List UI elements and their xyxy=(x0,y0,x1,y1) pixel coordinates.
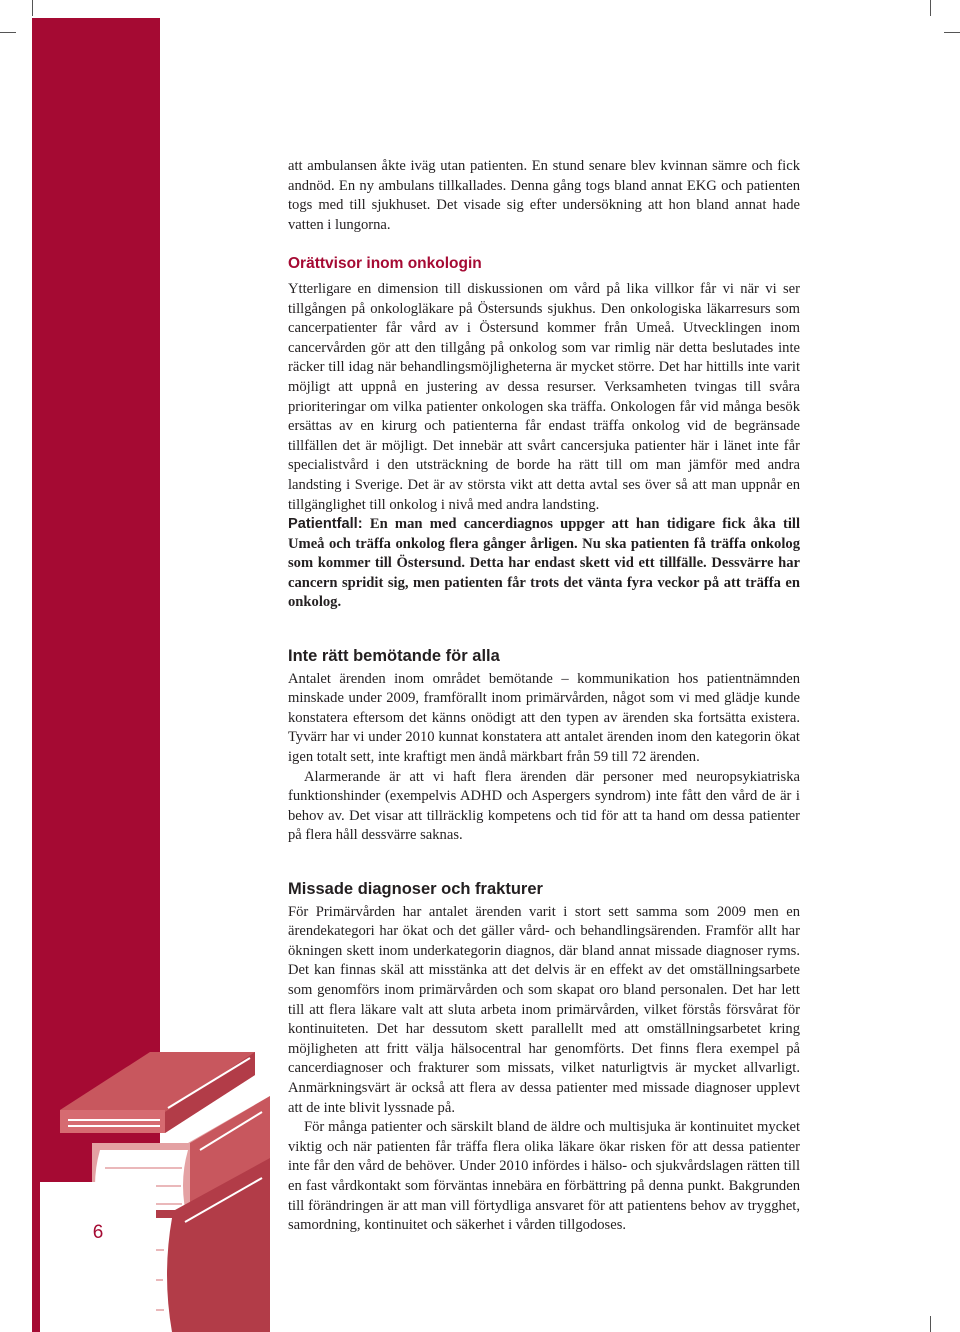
onkologi-paragraph: Ytterligare en dimension till diskussionen om vård på lika villkor får vi när vi ser tillgången på onkologläkare på Östersunds sjukhus. Den onkologiska läkarresurs som cancerpatienter får vård av i Östersund kommer från Umeå. Utvecklingen inom cancervården gör att den tillgång på onkolog som var rimlig när detta beslutades inte räcker till idag när behandlingsmöjligheterna är mycket större. Det har hittills inte varit möjligt att uppnå en justering av dessa resurser. Verksamheten tvingas till svåra prioriteringar om vilka patienter onkologen ska träffa. Onkologen får vid många besök ersättas av en kirurg och patienterna får endast träffa onkolog vid de begränsade tillfällen det är möjligt. Det innebär att svårt cancersjuka patienter här i länet inte får specialistvård i den utsträckning de borde ha rätt till om man jämför med andra landsting i Sverige. Det är av största vikt att detta avtal ses över så att man uppnår en tillgänglighet till onkolog i nivå med andra landsting. xyxy=(288,280,800,513)
main-content xyxy=(288,157,800,1236)
patient-case-label: Patientfall: xyxy=(288,516,363,533)
crop-mark xyxy=(930,0,931,16)
books-illustration xyxy=(0,0,290,1332)
patient-case xyxy=(288,515,800,613)
page-number: 6 xyxy=(92,1222,104,1243)
patient-case-text: En man med cancerdiagnos uppger att han tidigare fick åka till Umeå och träffa onkolog flera gånger årligen. Nu ska patienten få träffa onkolog som kommer till Östersund. Detta har endast skett vid ett tillfälle. Dessvärre har cancern spridit sig, men patienten får trots det vänta fyra veckor på att träffa en onkolog. xyxy=(288,516,800,611)
top-book xyxy=(60,1052,255,1133)
intro-paragraph: att ambulansen åkte iväg utan patienten. En stund senare blev kvinnan sämre och fick andnöd. En ny ambulans tillkallades. Denna gång togs bland annat EKG och patienten togs med till sjukhuset. Det visade sig efter undersökning att hon bland annat hade vatten i lungorna. xyxy=(288,158,800,233)
section-heading-onkologi: Orättvisor inom onkologin xyxy=(288,255,482,273)
diagnoser-paragraph-2: För många patienter och särskilt bland de äldre och multisjuka är kontinuitet mycket viktig och när patienten får träffa flera olika läkare ökar risken för att dessa patienter inte får den vård de behöver. Under 2010 infördes i hälso- och sjukvårdslagen rätten till en fast vårdkontakt som förväntas innebära en förbättring på denna punkt. Bakgrunden till förändringen är att man vill förtydliga ansvaret för att patientens behov av trygghet, samordning, kontinuitet och säkerhet i vården tillgodoses. xyxy=(288,1119,800,1234)
crop-mark xyxy=(930,1316,931,1332)
section-heading-diagnoser: Missade diagnoser och frakturer xyxy=(288,880,543,898)
page-number-box xyxy=(40,1182,156,1332)
section-heading-bemotande: Inte rätt bemötande för alla xyxy=(288,647,500,666)
diagnoser-paragraph-1: För Primärvården har antalet ärenden varit i stort sett samma som 2009 men en ärendekategori har ökat och det gäller vård- och behandlingsärenden. Framför allt har ökningen skett inom underkategorin diagnos, där bland annat missade diagnoser ryms. Det kan finnas skäl att misstänka att det delvis är en effekt av det omställningsarbete som genomförs inom primärvården och som skapat oro bland personalen. Det har lett till att flera läkare valt att sluta arbeta inom primärvården, vilket förstås försvårat för kontinuiteten. Det har dessutom skett parallellt med att omställningsarbetet kring möjligheten att fritt välja hälsocentral har genomförts. Det finns flera exempel på cancerdiagnoser och frakturer som missats, vilket naturligtvis är mycket allvarligt. Anmärkningsvärt är också att flera av dessa patienter med missade diagnoser upplevt att de inte blivit lyssnade på. xyxy=(288,903,800,1116)
bemotande-paragraph-1: Antalet ärenden inom området bemötande – kommunikation hos patientnämnden minskade under 2009, framförallt inom primärvården, något som vi med glädje kunde konstatera eftersom det känns onödigt att den typen av ärenden ska fortsätta existera. Tyvärr har vi under 2010 kunnat konstatera att antalet ärenden inom den kategorin ökat igen totalt sett, inte kraftigt men ändå märkbart från 59 till 72 ärenden. xyxy=(288,670,800,766)
bemotande-paragraph-2: Alarmerande är att vi haft flera ärenden där personer med neuropsykiatriska funktionshinder (exempelvis ADHD och Aspergers syndrom) inte fått den vård de är i behov av. Det visar att tillräcklig kompetens och tid för att ta hand om dessa patienter på flera håll dessvärre saknas. xyxy=(288,768,800,844)
crop-mark xyxy=(944,32,960,33)
